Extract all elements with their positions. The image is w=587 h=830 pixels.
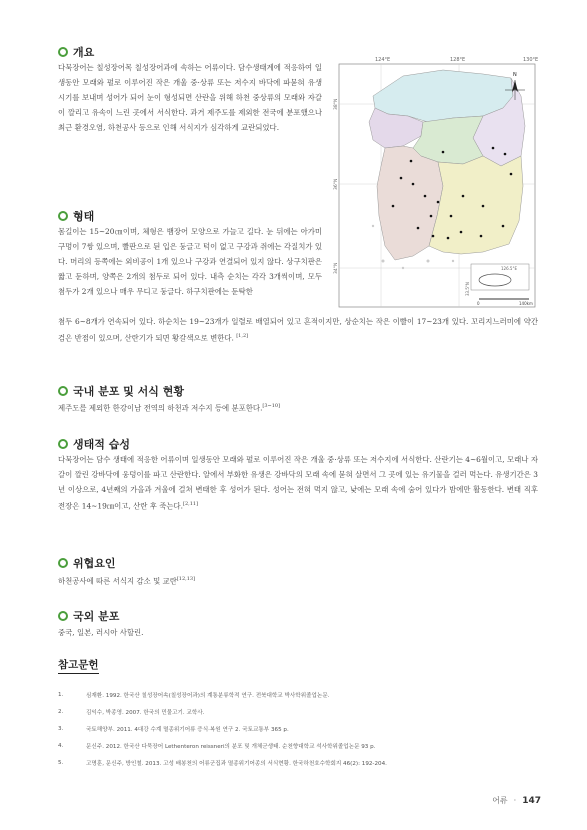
reference-item: [58, 720, 538, 737]
reference-number: 3.: [58, 725, 64, 732]
occurrence-point: [480, 235, 483, 238]
footer-separator: ·: [513, 796, 517, 805]
lat-label-2: 36°N: [334, 178, 339, 190]
threats-paragraph: [58, 572, 538, 588]
island: [452, 260, 454, 262]
reference-number: 5.: [58, 759, 64, 766]
reference-text: 김익수, 박종영. 2007. 한국의 민물고기. 교학사.: [86, 709, 205, 716]
section-title-text: 국외 분포: [73, 610, 120, 623]
lat-label-3: 34°N: [334, 262, 339, 274]
bullet-circle-icon: [58, 386, 68, 396]
morphology-text: 몸길이는 15~20㎝이며, 체형은 뱀장어 모양으로 가늘고 길다. 눈 뒤에는 아가미구멍이 7쌍 있으며, 빨판으로 된 입은 둥글고 턱이 없고 구강과 쥐에는 각질치가 있다. 머리의 등쪽에는 외비공이 1개 있으나 구강과 연결되어 있지 않다. 상구치판은 짧고 둔하며, 양쪽은 2개의 첨두로 되어 있다. 내측 순치는 각각 3개씩이며, 모두 첨두가 2개 있으나 매우 무디고 둥글다. 하구치판에는 둔탁한: [58, 227, 322, 296]
island: [382, 260, 385, 263]
bullet-circle-icon: [58, 611, 68, 621]
references-list: [58, 686, 538, 771]
reference-number: 1.: [58, 691, 64, 698]
overview-paragraph: 다묵장어는 칠성장어목 칠성장어과에 속하는 어류이다. 담수생태계에 적응하여 일생동안 모래와 펄로 이루어진 작은 개울 중·상류 또는 저수지 바닥에 파묻혀 유생 시기를 보내며 성어가 되어 눈이 형성되면 산란을 위해 하천 중상류의 모래와 자갈이 깔리고 유속이 느린 곳에서 서식한다. 과거 제주도를 제외한 전국에 분포했으나 최근 환경오염, 하천공사 등으로 인해 서식지가 심각하게 교란되었다.: [58, 63, 322, 132]
lon-label-1: 124°E: [375, 57, 391, 63]
reference-item: [58, 754, 538, 771]
occurrence-point: [447, 237, 450, 240]
inset-lon-label: 126.5°E: [501, 266, 517, 271]
footer-section: 어류: [492, 796, 508, 805]
occurrence-point: [442, 151, 445, 154]
inset-lat-label: 33.5°N: [465, 282, 470, 296]
occurrence-point: [450, 215, 453, 218]
occurrence-point: [424, 195, 427, 198]
page-footer: [492, 795, 541, 806]
occurrence-point: [417, 227, 420, 230]
occurrence-point: [510, 173, 513, 176]
lon-label-2: 128°E: [450, 57, 466, 63]
reference-item: [58, 686, 538, 703]
section-title-text: 위협요인: [73, 557, 116, 570]
section-title-text: 형태: [73, 210, 95, 223]
region-southeast: [429, 156, 523, 254]
occurrence-point: [432, 235, 435, 238]
threats-text: 하천공사에 따른 서식지 감소 및 교란: [58, 576, 177, 586]
bullet-circle-icon: [58, 47, 68, 57]
svg-text:140km: 140km: [519, 301, 533, 306]
reference-number: 4.: [58, 742, 64, 749]
occurrence-point: [400, 177, 403, 180]
occurrence-point: [412, 183, 415, 186]
occurrence-point: [430, 215, 433, 218]
morphology-paragraph-top: [58, 224, 322, 314]
jeju-island: [479, 274, 511, 286]
island: [402, 267, 404, 269]
section-title-overview: [58, 44, 94, 60]
morphology-paragraph-full: [58, 314, 538, 359]
distribution-paragraph: [58, 399, 538, 415]
occurrence-point: [410, 160, 413, 163]
distribution-cite: [3~10]: [262, 403, 281, 409]
reference-text: 국토해양부. 2011. 4대강 수계 멸종위기어류 증식·복원 연구 2. 국토교통부 365 p.: [86, 726, 289, 733]
island: [427, 260, 430, 263]
occurrence-point: [502, 225, 505, 228]
occurrence-point: [437, 201, 440, 204]
section-title-ecology: [58, 436, 130, 452]
references-title: 참고문헌: [58, 657, 99, 674]
ecology-paragraph: [58, 452, 538, 513]
bullet-circle-icon: [58, 558, 68, 568]
reference-item: [58, 737, 538, 754]
section-title-text: 개요: [73, 46, 95, 59]
occurrence-point: [392, 205, 395, 208]
section-title-threats: [58, 555, 116, 571]
occurrence-point: [462, 195, 465, 198]
reference-item: [58, 703, 538, 720]
svg-text:0: 0: [477, 301, 480, 306]
threats-cite: [12,13]: [176, 576, 196, 582]
reference-text: 문신주. 2012. 한국산 다묵장어 Lethenteron reissneri의 분포 및 개체군생태. 순천향대학교 석사학위졸업논문 93 p.: [86, 743, 376, 750]
morphology-cite: [1,2]: [236, 333, 249, 339]
bullet-circle-icon: [58, 439, 68, 449]
reference-text: 고명훈, 문신주, 방인철. 2013. 고성 배봉천의 어류군집과 멸종위기어종의 서식현황. 한국하천호수학회지 46(2): 192-204.: [86, 760, 387, 767]
lon-label-3: 130°E: [523, 57, 539, 63]
occurrence-point: [482, 205, 485, 208]
ecology-text: 다묵장어는 담수 생태에 적응한 어류이며 일생동안 모래와 펄로 이루어진 작은 개울 중·상류 또는 저수지에 서식한다. 산란기는 4~6월이고, 모래나 자갈이 깔린 강바닥에 웅덩이를 파고 산란한다. 알에서 부화한 유생은 강바닥의 모래 속에 묻혀 살면서 그 곳에 있는 유기물을 걸러 먹는다. 유생기간은 3년 이상으로, 4년째의 가을과 겨울에 걸쳐 변태한 후 성어가 된다. 성어는 전혀 먹지 않고, 낮에는 모래 속에 숨어 있다가 밤에만 활동한다. 변태 직후 전장은 14~19㎝이고, 산란 후 죽는다.: [58, 455, 538, 511]
svg-text:N: N: [513, 72, 517, 78]
section-title-distribution: [58, 383, 184, 399]
bullet-circle-icon: [58, 211, 68, 221]
island: [372, 225, 374, 227]
section-title-text: 국내 분포 및 서식 현황: [73, 385, 184, 398]
ecology-cite: [2,11]: [183, 501, 199, 507]
occurrence-point: [460, 231, 463, 234]
distribution-text: 제주도를 제외한 한강이남 전역의 하천과 저수지 등에 분포한다.: [58, 403, 263, 413]
foreign-paragraph: 중국, 일본, 러시아 사할린.: [58, 628, 144, 637]
occurrence-point: [492, 147, 495, 150]
reference-number: 2.: [58, 708, 64, 715]
lat-label-1: 38°N: [334, 98, 339, 110]
section-title-foreign: [58, 608, 119, 624]
distribution-map: [333, 56, 543, 309]
occurrence-point: [504, 153, 507, 156]
section-title-morphology: [58, 208, 94, 224]
morphology-text-continued: 첨두 6~8개가 연속되어 있다. 하순치는 19~23개가 일렬로 배열되어 있고 흔적이지만, 상순치는 작은 이빨이 17~23개 있다. 꼬리지느러미에 약간 검은 반점이 있으며, 산란기가 되면 황갈색으로 변한다.: [58, 317, 538, 343]
section-title-text: 생태적 습성: [73, 438, 130, 451]
reference-text: 심재환. 1992. 한국산 칠성장어속(칠성장어과)의 계통분류학적 연구. 전북대학교 박사학위졸업논문.: [86, 692, 330, 699]
page-number: 147: [522, 795, 541, 806]
